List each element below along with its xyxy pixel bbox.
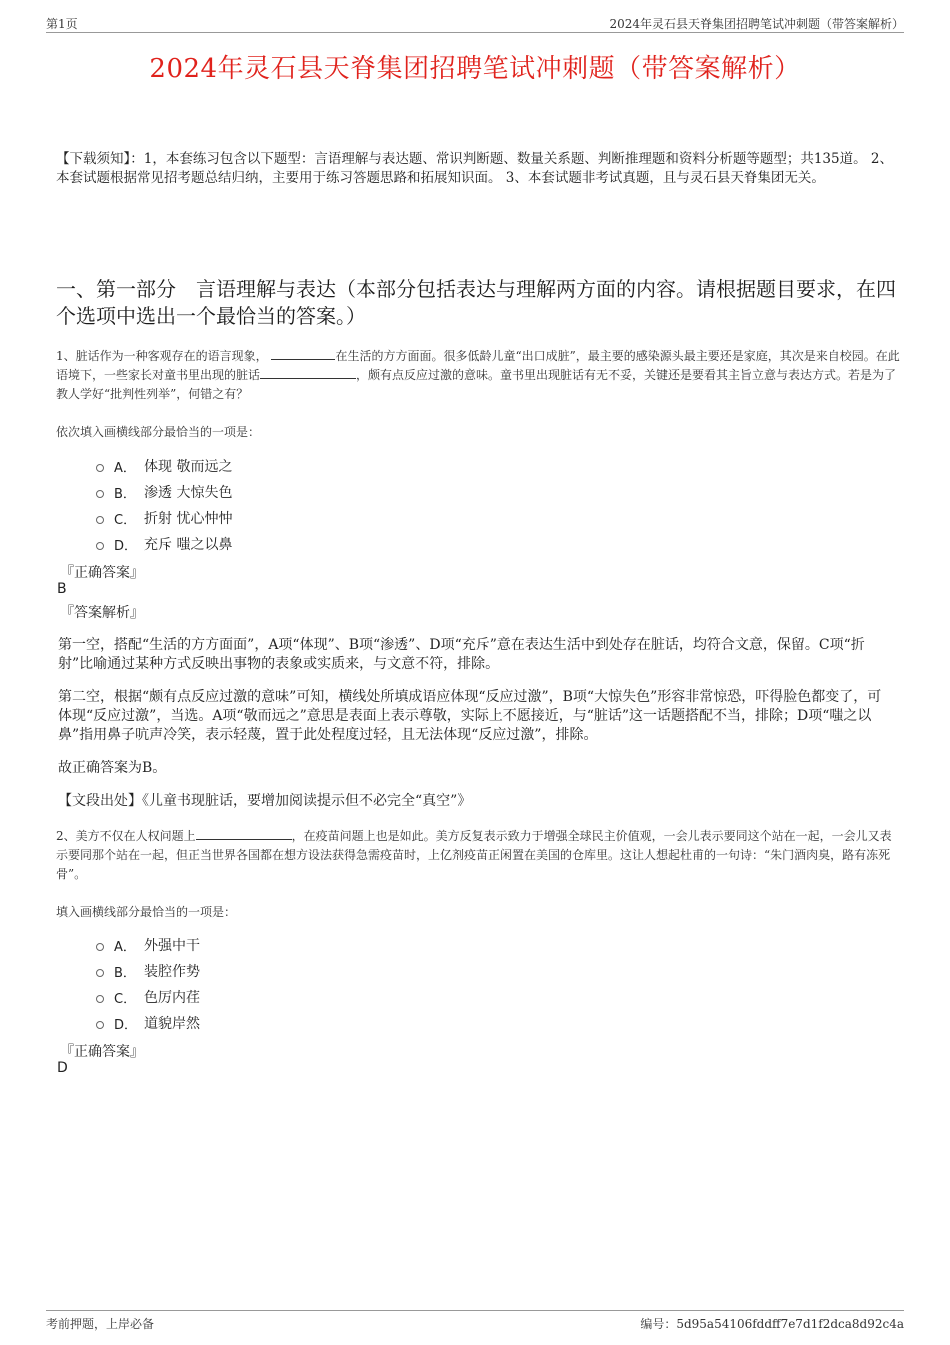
blank-line bbox=[196, 827, 292, 840]
option-key: B． bbox=[114, 965, 136, 981]
page-footer bbox=[46, 1310, 904, 1331]
option-key: D． bbox=[114, 1017, 138, 1033]
question-2-prompt: 填入画横线部分最恰当的一项是： bbox=[56, 905, 237, 919]
page-number: 第1页 bbox=[46, 17, 78, 31]
question-1-prompt: 依次填入画横线部分最恰当的一项是： bbox=[56, 425, 261, 439]
page-header bbox=[46, 14, 904, 33]
option-key: D． bbox=[114, 538, 138, 554]
option-key: B． bbox=[114, 486, 136, 502]
analysis-paragraph-1: 第一空，搭配“生活的方方面面”，A项“体现”、B项“渗透”、D项“充斥”意在表达生活中到处存在脏话，均符合文意，保留。C项“折射”比喻通过某种方式反映出事物的表象或实质来，与文意不符，排除。 bbox=[58, 637, 865, 672]
option-text: 装腔作势 bbox=[144, 964, 200, 980]
option-text: 渗透 大惊失色 bbox=[144, 485, 233, 501]
option-text: 体现 敬而远之 bbox=[144, 459, 233, 475]
radio-icon[interactable] bbox=[96, 490, 104, 498]
question-2-stem-part-a: 2、美方不仅在人权问题上 bbox=[56, 829, 196, 843]
option-text: 外强中干 bbox=[144, 938, 200, 954]
option-c[interactable] bbox=[96, 984, 200, 1010]
option-text: 色厉内荏 bbox=[144, 990, 200, 1006]
question-1-stem-part-b: 在生活的方方面面。很多低龄儿童“出口成脏”，最主要的感染源头最主要还是家庭，其次是来自校园。在此语境下，一些家长对童书里出现的脏话 bbox=[56, 349, 900, 382]
text-source: 【文段出处】《儿童书现脏话，要增加阅读提示但不必完全“真空”》 bbox=[58, 793, 472, 809]
question-2-stem-part-b: ，在疫苗问题上也是如此。美方反复表示致力于增强全球民主价值观，一会儿表示要同这个站在一起，一会儿又表示要同那个站在一起，但正当世界各国都在想方设法获得急需疫苗时，上亿剂疫苗正闲置在美国的仓库里。这让人想起杜甫的一句诗：“朱门酒肉臭，路有冻死骨”。 bbox=[56, 829, 892, 881]
option-text: 充斥 嗤之以鼻 bbox=[144, 537, 233, 553]
option-d[interactable] bbox=[96, 1010, 200, 1036]
option-key: C． bbox=[114, 991, 137, 1007]
document-title: 2024年灵石县天脊集团招聘笔试冲刺题（带答案解析） bbox=[149, 54, 801, 84]
analysis-conclusion: 故正确答案为B。 bbox=[58, 760, 167, 776]
blank-line bbox=[260, 366, 356, 379]
document-id: 编号：5d95a54106fddff7e7d1f2dca8d92c4a bbox=[640, 1317, 904, 1331]
question-1-stem bbox=[56, 347, 902, 404]
blank-line bbox=[271, 347, 335, 360]
radio-icon[interactable] bbox=[96, 542, 104, 550]
question-1-options bbox=[96, 453, 232, 557]
radio-icon[interactable] bbox=[96, 969, 104, 977]
option-b[interactable] bbox=[96, 958, 200, 984]
footer-slogan: 考前押题，上岸必备 bbox=[46, 1317, 155, 1331]
download-notice: 【下载须知】：1，本套练习包含以下题型：言语理解与表达题、常识判断题、数量关系题、判断推理题和资料分析题等题型；共135道。 2、本套试题根据常见招考题总结归纳，主要用于练习答题思路和拓展知识面。 3、本套试题非考试真题，且与灵石县天脊集团无关。 bbox=[56, 151, 893, 186]
analysis-paragraph-2: 第二空，根据“颇有点反应过激的意味”可知，横线处所填成语应体现“反应过激”，B项“大惊失色”形容非常惊恐，吓得脸色都变了，可体现“反应过激”，当选。A项“敬而远之”意思是表面上表示尊敬，实际上不愿接近，与“脏话”这一话题搭配不当，排除；D项“嗤之以鼻”指用鼻子吭声冷笑，表示轻蔑，置于此处程度过轻，且无法体现“反应过激”，排除。 bbox=[58, 689, 882, 743]
option-d[interactable] bbox=[96, 531, 232, 557]
header-doc-title: 2024年灵石县天脊集团招聘笔试冲刺题（带答案解析） bbox=[609, 17, 904, 31]
radio-icon[interactable] bbox=[96, 1021, 104, 1029]
option-text: 折射 忧心忡忡 bbox=[144, 511, 233, 527]
option-key: A． bbox=[114, 939, 136, 955]
question-2-options bbox=[96, 932, 200, 1036]
radio-icon[interactable] bbox=[96, 516, 104, 524]
answer-label: 『正确答案』 bbox=[60, 1044, 144, 1060]
option-key: A． bbox=[114, 460, 136, 476]
question-1-stem-part-a: 1、脏话作为一种客观存在的语言现象， bbox=[56, 349, 268, 363]
radio-icon[interactable] bbox=[96, 464, 104, 472]
question-1-stem-part-c: ，颇有点反应过激的意味。童书里出现脏话有无不妥，关键还是要看其主旨立意与表达方式。若是为了教人学好“批判性列举”，何错之有？ bbox=[56, 368, 897, 401]
radio-icon[interactable] bbox=[96, 943, 104, 951]
analysis-label: 『答案解析』 bbox=[60, 605, 144, 621]
option-b[interactable] bbox=[96, 479, 232, 505]
option-c[interactable] bbox=[96, 505, 232, 531]
question-2-stem bbox=[56, 827, 902, 884]
section-heading: 一、第一部分 言语理解与表达（本部分包括表达与理解两方面的内容。请根据题目要求，在四个选项中选出一个最恰当的答案。） bbox=[56, 277, 896, 328]
option-text: 道貌岸然 bbox=[144, 1016, 200, 1032]
option-key: C． bbox=[114, 512, 137, 528]
answer-label: 『正确答案』 bbox=[60, 565, 144, 581]
answer-value: B bbox=[57, 581, 67, 597]
radio-icon[interactable] bbox=[96, 995, 104, 1003]
answer-value: D bbox=[57, 1060, 68, 1076]
option-a[interactable] bbox=[96, 932, 200, 958]
option-a[interactable] bbox=[96, 453, 232, 479]
